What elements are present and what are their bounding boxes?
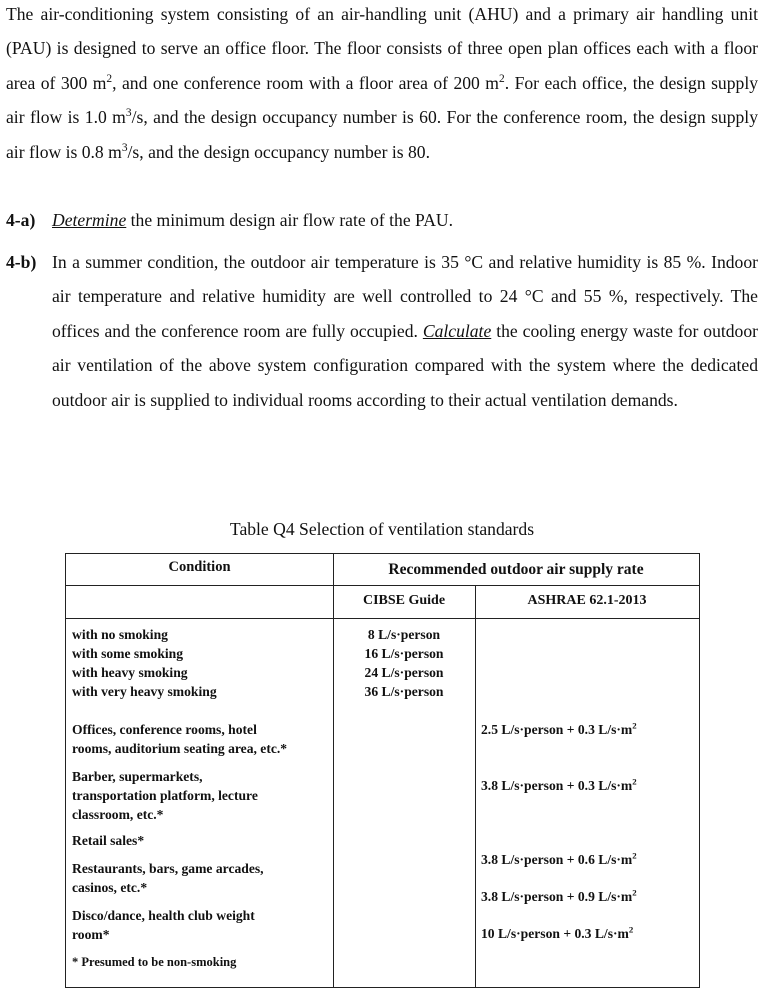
space-condition: Barber, supermarkets,: [72, 769, 203, 784]
question-text: the cooling energy waste for outdoor air ventilation of the above system configuration compared with the system where the dedicated outdoor air is supplied to individual rooms according to their actual ventilation demands.: [52, 320, 759, 410]
header-ashrae: ASHRAE 62.1-2013: [527, 593, 647, 608]
header-rate: Recommended outdoor air supply rate: [388, 561, 644, 578]
smoking-condition: with very heavy smoking: [72, 684, 217, 699]
cibse-rate: 24 L/s·person: [364, 665, 444, 680]
smoking-condition: with no smoking: [72, 627, 168, 642]
header-condition: Condition: [168, 559, 231, 575]
space-condition: Disco/dance, health club weight: [72, 908, 255, 923]
sup: 3: [121, 141, 128, 154]
ashrae-value: 3.8 L/s·person + 0.9 L/s·m: [481, 889, 633, 904]
ashrae-value: 3.8 L/s·person + 0.6 L/s·m: [481, 852, 633, 867]
sup: 2: [106, 72, 113, 85]
footnote: * Presumed to be non-smoking: [72, 955, 237, 969]
sup: 2: [632, 776, 637, 787]
table-caption: Table Q4 Selection of ventilation standards: [229, 519, 535, 539]
sup: 2: [499, 72, 505, 85]
intro-text: /s, and the design occupancy number is 60. For the conference room, the design supply air flow is 0.8 m: [6, 107, 758, 162]
intro-paragraph: [6, 0, 758, 169]
question-verb: Determine: [52, 210, 127, 230]
intro-text: The air-conditioning system consisting of an air-handling unit (AHU) and a primary air handling unit (PAU) is designed to serve an office floor. The floor consists of three open plan offices each with a floor area of 300 m: [6, 4, 758, 93]
row-divider: [66, 585, 699, 586]
question-text: In a summer condition, the outdoor air temperature is 35 °C and relative humidity is 85 %. Indoor air temperature and relative humidity are well controlled to 24 °C and 55 %, respectively. The offices and the conference room are fully occupied.: [52, 252, 758, 341]
ashrae-value: 10 L/s·person + 0.3 L/s·m: [481, 926, 629, 941]
row-divider: [66, 618, 699, 619]
sup: 2: [628, 924, 634, 935]
intro-text: /s, and the design occupancy number is 80.: [127, 141, 430, 162]
intro-text: , and one conference room with a floor area of 200 m: [112, 72, 499, 93]
space-condition: Offices, conference rooms, hotel: [72, 722, 257, 737]
sup: 2: [632, 850, 637, 861]
cibse-rate: 8 L/s·person: [367, 627, 441, 642]
space-condition: casinos, etc.*: [72, 880, 148, 895]
question-verb: Calculate: [422, 320, 492, 341]
ashrae-rate: [481, 720, 637, 739]
question-4b: [6, 245, 759, 410]
ashrae-value: 2.5 L/s·person + 0.3 L/s·m: [481, 722, 633, 737]
ashrae-value: 3.8 L/s·person + 0.3 L/s·m: [481, 778, 633, 793]
header-cibse: CIBSE Guide: [362, 593, 446, 608]
space-condition: Retail sales*: [72, 833, 145, 848]
column-divider: [475, 586, 476, 987]
ventilation-standards-table: [65, 553, 700, 988]
space-condition: transportation platform, lecture: [72, 788, 258, 803]
space-condition: room*: [72, 927, 110, 942]
ashrae-rate: [481, 887, 637, 906]
intro-text: . For each office, the design supply air flow is 1.0 m: [6, 72, 758, 128]
question-text: the minimum design air flow rate of the PAU.: [126, 210, 454, 230]
smoking-condition: with some smoking: [72, 646, 184, 661]
sup: 2: [632, 720, 637, 731]
sup: 2: [632, 887, 637, 898]
space-condition: Restaurants, bars, game arcades,: [72, 861, 264, 876]
space-condition: rooms, auditorium seating area, etc.*: [72, 741, 288, 756]
question-label: 4-b): [6, 252, 37, 272]
question-4a: [6, 203, 758, 237]
sup: 3: [125, 107, 132, 120]
ashrae-rate: [481, 924, 633, 943]
ashrae-rate: [481, 850, 637, 869]
smoking-condition: with heavy smoking: [72, 665, 188, 680]
ashrae-rate: [481, 776, 637, 795]
space-condition: classroom, etc.*: [72, 807, 164, 822]
cibse-rate: 16 L/s·person: [364, 646, 444, 661]
question-label: 4-a): [6, 210, 36, 230]
cibse-rate: 36 L/s·person: [364, 684, 444, 699]
